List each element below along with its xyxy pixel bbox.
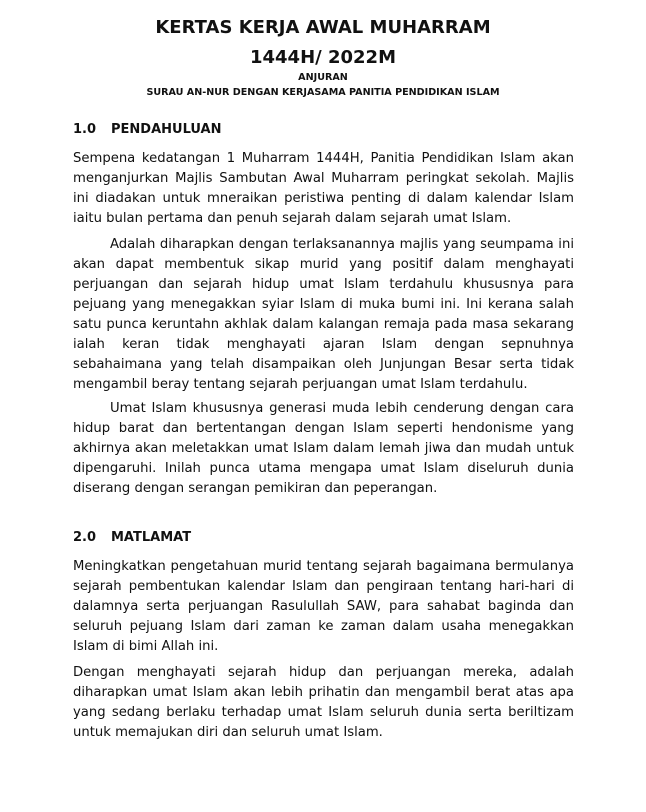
document-year: 1444H/ 2022M — [249, 47, 396, 68]
section-title: MATLAMAT — [111, 530, 192, 545]
organizer-label: ANJURAN — [298, 72, 348, 83]
organizer-name: SURAU AN-NUR DENGAN KERJASAMA PANITIA PENDIDIKAN ISLAM — [146, 87, 500, 98]
paragraph: Sempena kedatangan 1 Muharram 1444H, Panitia Pendidikan Islam akan menganjurkan Majlis Sambutan Awal Muharram peringkat sekolah. Majlis ini diadakan untuk mneraikan peristiwa penting di dalam kalendar Islam iaitu bulan pertama dan penuh sejarah dalam sejarah umat Islam. — [73, 151, 574, 226]
paragraph: Dengan menghayati sejarah hidup dan perjuangan mereka, adalah diharapkan umat Islam akan lebih prihatin dan mengambil berat atas apa yang sedang berlaku terhadap umat Islam seluruh dunia serta beriltizam untuk memajukan diri dan seluruh umat Islam. — [73, 665, 574, 740]
paragraph: Umat Islam khususnya generasi muda lebih cenderung dengan cara hidup barat dan bertentangan dengan Islam seperti hendonisme yang akhirnya akan meletakkan umat Islam dalam lemah jiwa dan mudah untuk dipengaruhi. Inilah punca utama mengapa umat Islam diseluruh dunia diserang dengan serangan pemikiran dan peperangan. — [73, 401, 574, 496]
paragraph: Adalah diharapkan dengan terlaksanannya majlis yang seumpama ini akan dapat membentuk sikap murid yang positif dalam menghayati perjuangan dan sejarah hidup umat Islam terdahulu khususnya para pejuang yang menegakkan syiar Islam di muka bumi ini. Ini kerana salah satu punca keruntahn akhlak dalam kalangan remaja pada masa sekarang ialah keran tidak menghayati ajaran Islam dengan sepnuhnya sebahaimana yang telah disampaikan oleh Junjungan Besar serta tidak mengambil beray tentang sejarah perjuangan umat Islam terdahulu. — [73, 237, 574, 392]
document-title: KERTAS KERJA AWAL MUHARRAM — [155, 17, 491, 38]
section-heading-pendahuluan — [73, 122, 222, 138]
section-title: PENDAHULUAN — [111, 122, 222, 137]
section-heading-matlamat — [73, 530, 191, 546]
section-number: 1.0 — [73, 122, 97, 137]
section-number: 2.0 — [73, 530, 97, 545]
paragraph: Meningkatkan pengetahuan murid tentang sejarah bagaimana bermulanya sejarah pembentukan kalendar Islam dan pengiraan tentang hari-hari di dalamnya serta perjuangan Rasulullah SAW, para sahabat baginda dan seluruh pejuang Islam dari zaman ke zaman dalam usaha menegakkan Islam di bimi Allah ini. — [73, 559, 574, 654]
